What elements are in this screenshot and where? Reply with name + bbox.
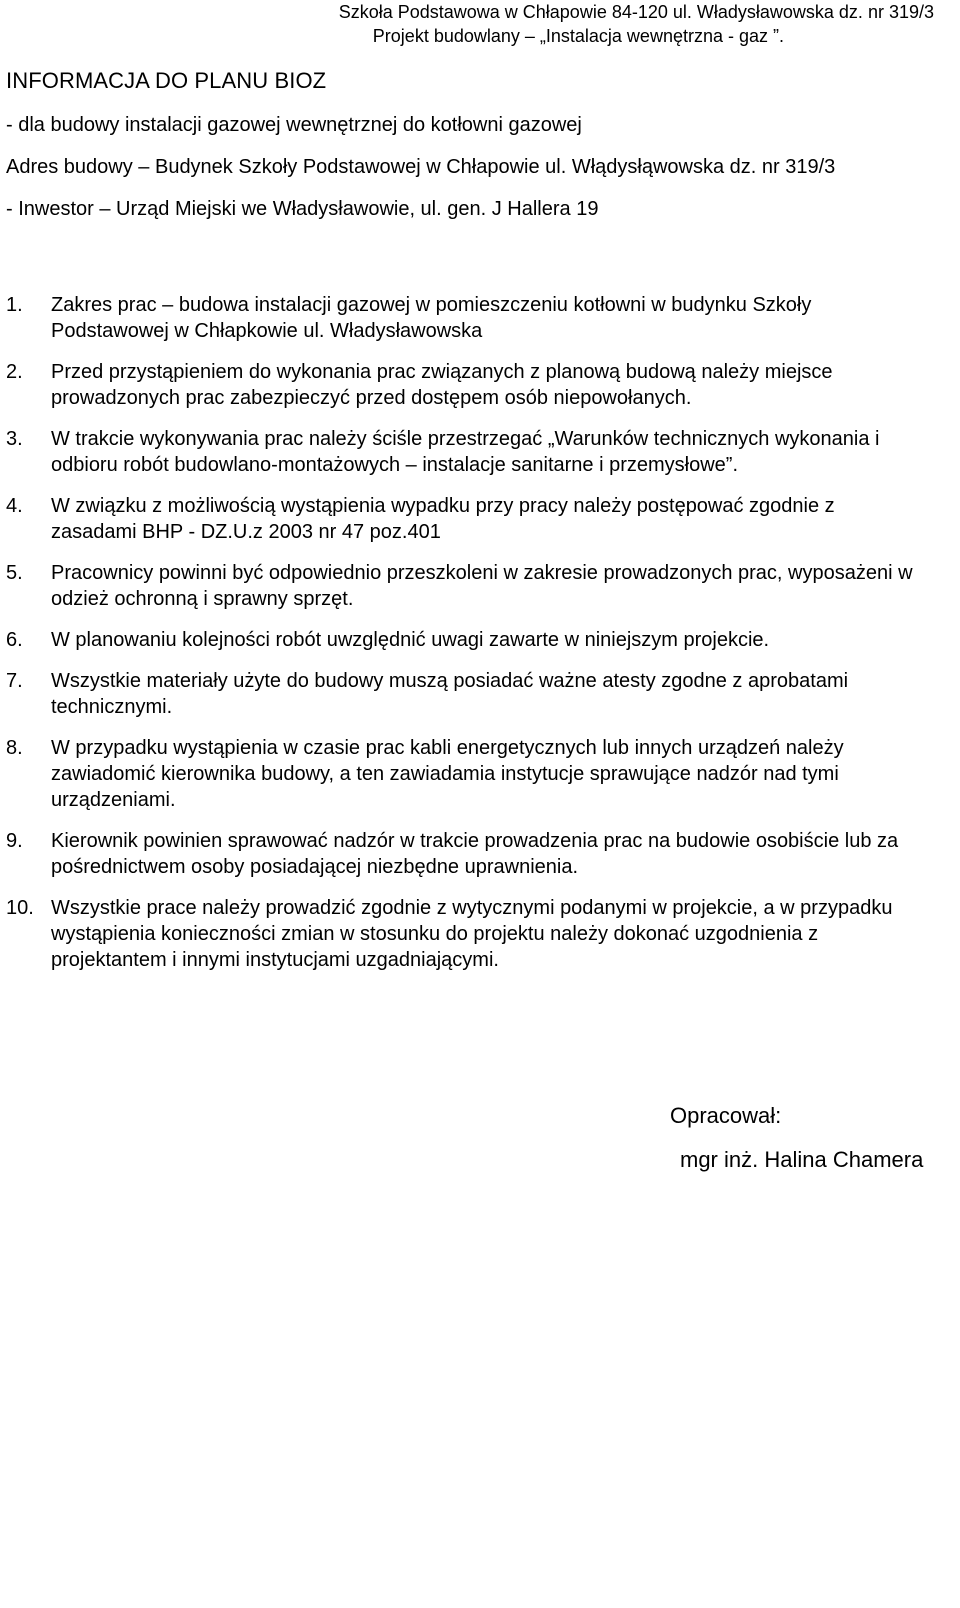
list-item xyxy=(6,359,922,411)
investor-line: - Inwestor – Urząd Miejski we Władysławowie, ul. gen. J Hallera 19 xyxy=(6,198,599,220)
address-line: Adres budowy – Budynek Szkoły Podstawowej w Chłapowie ul. Włądysłąwowska dz. nr 319/3 xyxy=(6,156,836,178)
list-item xyxy=(6,493,922,545)
list-item-number: 6. xyxy=(6,629,23,651)
list-item-number: 4. xyxy=(6,495,23,517)
list-item-text: Wszystkie prace należy prowadzić zgodnie z wytycznymi podanymi w projekcie, a w przypadku wystąpienia konieczności zmian w stosunku do projektu należy dokonać uzgodnienia z projektantem i innymi instytucjami uzgadniającymi. xyxy=(51,897,893,971)
list-item-text: W trakcie wykonywania prac należy ściśle przestrzegać „Warunków technicznych wykonania i odbioru robót budowlano-montażowych – instalacje sanitarne i przemysłowe”. xyxy=(51,428,880,476)
list-item-text: Kierownik powinien sprawować nadzór w trakcie prowadzenia prac na budowie osobiście lub za pośrednictwem osoby posiadającej niezbędne uprawnienia. xyxy=(51,830,899,878)
header-school-line: Szkoła Podstawowa w Chłapowie 84-120 ul. Władysławowska dz. nr 319/3 xyxy=(338,2,934,22)
document-intro xyxy=(6,112,926,238)
list-item xyxy=(6,668,922,720)
list-item-text: Pracownicy powinni być odpowiednio przeszkoleni w zakresie prowadzonych prac, wyposażeni w odzież ochronną i sprawny sprzęt. xyxy=(51,562,913,610)
list-item xyxy=(6,560,922,612)
list-item xyxy=(6,735,922,813)
list-item-number: 2. xyxy=(6,361,23,383)
list-item-number: 5. xyxy=(6,562,23,584)
scope-line: - dla budowy instalacji gazowej wewnętrznej do kotłowni gazowej xyxy=(6,114,582,136)
list-item xyxy=(6,627,922,653)
list-item-number: 7. xyxy=(6,670,23,692)
list-item xyxy=(6,895,922,973)
signature-block xyxy=(670,1102,923,1174)
list-item-number: 10. xyxy=(6,897,34,919)
signature-name: mgr inż. Halina Chamera xyxy=(680,1147,924,1172)
list-item-number: 8. xyxy=(6,737,23,759)
list-item-text: W związku z możliwością wystąpienia wypadku przy pracy należy postępować zgodnie z zasadami BHP - DZ.U.z 2003 nr 47 poz.401 xyxy=(51,495,835,543)
list-item-text: W planowaniu kolejności robót uwzględnić uwagi zawarte w niniejszym projekcie. xyxy=(51,629,770,651)
document-title: INFORMACJA DO PLANU BIOZ xyxy=(6,68,327,93)
signature-role: Opracował: xyxy=(670,1103,782,1128)
page-header xyxy=(34,0,934,48)
requirements-list xyxy=(6,292,922,988)
list-item-number: 9. xyxy=(6,830,23,852)
list-item-text: Wszystkie materiały użyte do budowy muszą posiadać ważne atesty zgodne z aprobatami technicznymi. xyxy=(51,670,849,718)
list-item-number: 1. xyxy=(6,294,23,316)
list-item xyxy=(6,828,922,880)
list-item-text: W przypadku wystąpienia w czasie prac kabli energetycznych lub innych urządzeń należy zawiadomić kierownika budowy, a ten zawiadamia instytucje sprawujące nadzór nad tymi urządzeniami. xyxy=(51,737,844,811)
list-item-text: Zakres prac – budowa instalacji gazowej w pomieszczeniu kotłowni w budynku Szkoły Podstawowej w Chłapkowie ul. Władysławowska xyxy=(51,294,812,342)
list-item xyxy=(6,426,922,478)
list-item-number: 3. xyxy=(6,428,23,450)
header-project-line: Projekt budowlany – „Instalacja wewnętrzna - gaz ”. xyxy=(372,26,784,46)
list-item-text: Przed przystąpieniem do wykonania prac związanych z planową budową należy miejsce prowadzonych prac zabezpieczyć przed dostępem osób niepowołanych. xyxy=(51,361,833,409)
list-item xyxy=(6,292,922,344)
